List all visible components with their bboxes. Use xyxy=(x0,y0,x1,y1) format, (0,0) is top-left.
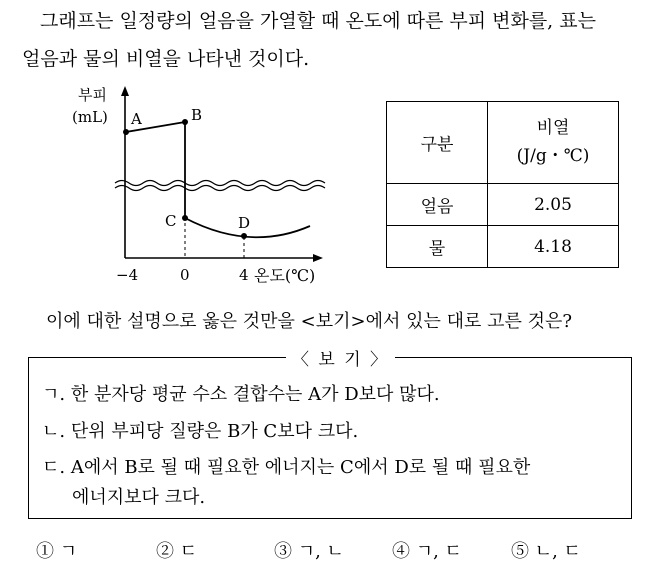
tick-4: 4 xyxy=(239,266,249,284)
x-axis-arrow xyxy=(313,254,323,262)
point-c-marker xyxy=(182,215,188,221)
choice-3[interactable]: ③ ㄱ, ㄴ xyxy=(274,541,344,562)
y-axis-label: 부피 xyxy=(78,86,107,104)
volume-temperature-graph xyxy=(60,80,350,290)
statement-c: ㄷ. A에서 B로 될 때 필요한 에너지는 C에서 D로 될 때 필요한 xyxy=(42,457,531,478)
question-line-1: 그래프는 일정량의 얼음을 가열할 때 온도에 따른 부피 변화를, 표는 xyxy=(40,10,596,32)
bogi-title: 〈 보 기 〉 xyxy=(286,345,395,370)
y-axis-unit: (mL) xyxy=(72,108,108,126)
tick-minus-4: −4 xyxy=(116,266,139,284)
header-specific-heat xyxy=(488,102,619,184)
y-axis-arrow xyxy=(121,86,129,96)
choice-2[interactable]: ② ㄷ xyxy=(156,541,198,562)
statement-c-continued: 에너지보다 크다. xyxy=(72,487,206,508)
point-c-label: C xyxy=(165,212,177,230)
row-ice-value: 2.05 xyxy=(488,184,619,226)
row-water-name: 물 xyxy=(387,226,488,268)
row-water-value: 4.18 xyxy=(488,226,619,268)
point-d-marker xyxy=(241,233,247,239)
choice-5[interactable]: ⑤ ㄴ, ㄷ xyxy=(511,541,581,562)
tick-0: 0 xyxy=(180,266,190,284)
statement-a: ㄱ. 한 분자당 평균 수소 결합수는 A가 D보다 많다. xyxy=(42,384,440,405)
point-a-label: A xyxy=(131,110,142,128)
header-category: 구분 xyxy=(387,102,488,184)
x-axis-label: 온도(℃) xyxy=(254,266,316,285)
point-a-marker xyxy=(123,129,129,135)
statement-b: ㄴ. 단위 부피당 질량은 B가 C보다 크다. xyxy=(42,421,359,442)
choice-4[interactable]: ④ ㄱ, ㄷ xyxy=(392,541,462,562)
axis-break-line-2 xyxy=(115,186,325,191)
question-prompt: 이에 대한 설명으로 옳은 것만을 <보기>에서 있는 대로 고른 것은? xyxy=(46,311,573,332)
point-b-label: B xyxy=(191,106,203,124)
point-b-marker xyxy=(182,119,188,125)
specific-heat-table xyxy=(386,101,619,268)
question-line-2: 얼음과 물의 비열을 나타낸 것이다. xyxy=(22,48,310,70)
axis-break-line-1 xyxy=(115,181,325,186)
header-specific-heat-unit: (J/g・℃) xyxy=(516,145,590,166)
header-specific-heat-label: 비열 xyxy=(536,118,570,139)
choice-1[interactable]: ① ㄱ xyxy=(36,541,78,562)
point-d-label: D xyxy=(238,214,251,232)
row-ice-name: 얼음 xyxy=(387,184,488,226)
